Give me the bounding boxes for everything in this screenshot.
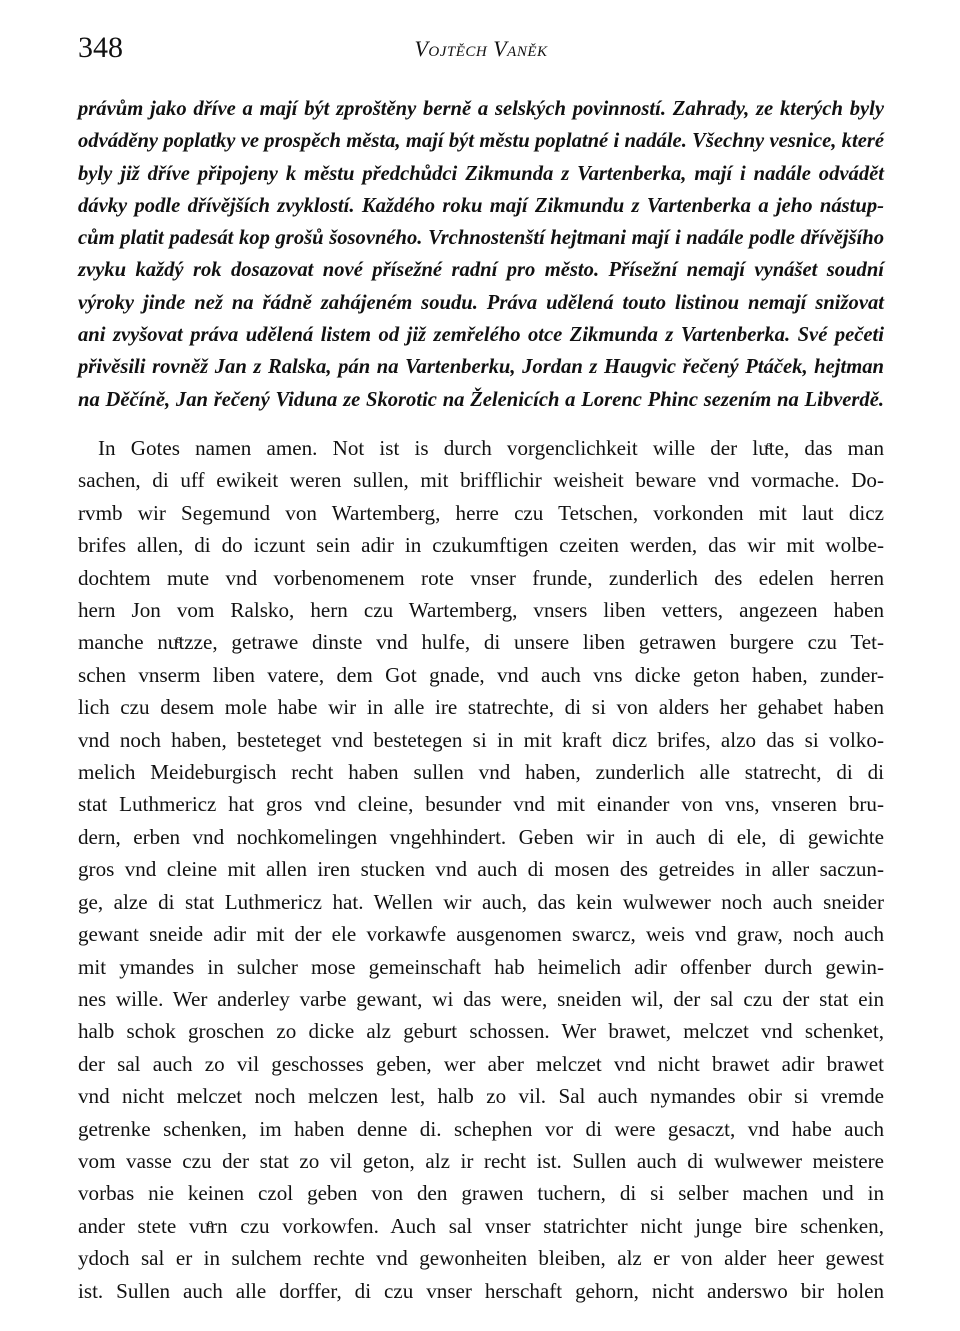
running-title: Vojtěch Vaněk (414, 36, 548, 61)
summary-line: na Děčíně, Jan řečený Viduna ze Skorotic na Želenicích a Lorenc Phinc sezením na Libverdě. (78, 388, 884, 411)
charter-line: gewant sneide adir mit der ele vorkawfe ausgenomen swarcz, weis vnd graw, noch auch (78, 922, 884, 947)
charter-line: schen vnserm liben vatere, dem Got gnade, vnd auch vns dicke geton haben, zunder- (78, 662, 884, 687)
charter-line: ander stete vuͤrn czu vorkowfen. Auch sal vnser statrichter nicht junge bire schenken, (78, 1213, 884, 1238)
charter-line: gros vnd cleine mit allen iren stucken vnd auch di mosen des getreides in aller saczun- (78, 857, 884, 882)
charter-line: nes wille. Wer anderley varbe gewant, wi das were, sneiden wil, der sal czu der stat ein (78, 986, 884, 1011)
charter-line: vorbas nie keinen czol geben von den grawen tuchern, di si selber machen und in (78, 1181, 884, 1206)
charter-line: der sal auch zo vil geschosses geben, wer aber melczet vnd nicht brawet adir brawet (78, 1051, 884, 1076)
charter-line: sachen, di uff ewikeit weren sullen, mit brifflichir weisheit beware vnd vormache. Do- (78, 468, 884, 493)
summary-line: dávky podle dřívějších zvyklostí. Každého roku mají Zikmundu z Vartenberka a jeho nástup- (78, 194, 884, 217)
charter-line: dern, erben vnd nochkomelingen vngehhindert. Geben wir in auch di ele, di gewichte (78, 824, 884, 849)
charter-line: stat Luthmericz hat gros vnd cleine, besunder vnd mit einander von vns, vnseren bru- (78, 792, 884, 817)
charter-line: ist. Sullen auch alle dorffer, di czu vnser herschaft gehorn, nicht anderswo bir holen (78, 1278, 884, 1303)
charter-line: In Gotes namen amen. Not ist is durch vorgenclichkeit wille der luͤte, das man (98, 436, 884, 460)
charter-line: mit ymandes in sulcher mose gemeinschaft hab heimelich adir offenber durch gewin- (78, 954, 884, 979)
page-number: 348 (78, 31, 123, 64)
charter-line: vnd noch haben, besteteget vnd bestetegen si in mit kraft dicz brifes, alzo das si volko- (78, 727, 884, 752)
summary-line: zvyku každý rok dosazovat nové přísežné radní pro město. Přísežní nemají vynášet soudní (78, 259, 884, 282)
charter-line: halb schok groschen zo dicke alz geburt schossen. Wer brawet, melczet vnd schenket, (78, 1019, 884, 1044)
summary-line: právům jako dříve a mají být zproštěny berně a selských povinností. Zahrady, ze kterých byly (78, 98, 884, 120)
charter-line: dochtem mute vnd vorbenomenem rote vnser frunde, zunderlich des edelen herren (78, 565, 884, 590)
charter-line: ydoch sal er in sulchem rechte vnd gewonheiten bleiben, alz er von alder heer gewest (78, 1246, 884, 1271)
charter-line: hern Jon vom Ralsko, hern czu Wartemberg, vnsers liben vetters, angezeen haben (78, 598, 884, 623)
charter-line: lich czu desem mole habe wir in alle ire statrechte, di si von alders her gehabet haben (78, 695, 884, 720)
summary-line: odváděny poplatky ve prospěch města, mají být městu poplatné i nadále. Všechny vesnice, které (78, 130, 884, 153)
summary-line: přivěsili rovněž Jan z Ralska, pán na Vartenberku, Jordan z Haugvic řečený Ptáček, hejtman (78, 356, 884, 379)
charter-text (78, 432, 884, 1307)
czech-summary (78, 93, 884, 416)
summary-line: výroky jinde než na řádně zahájeném soudu. Práva udělená touto listinou nemají snižovat (78, 291, 884, 314)
charter-line: ge, alze di stat Luthmericz hat. Wellen wir auch, das kein wulwewer noch auch sneider (78, 889, 884, 914)
charter-line: brifes allen, di do iczunt sein adir in czukumftigen czeiten werden, das wir mit wolbe- (78, 533, 884, 558)
charter-line: manche nuͤtzze, getrawe dinste vnd hulfe, di unsere liben getrawen burgere czu Tet- (78, 630, 884, 655)
summary-line: byly již dříve připojeny k městu předchůdci Zikmunda z Vartenberka, mají i nadále odvádět (78, 162, 884, 185)
charter-line: vnd nicht melczet noch melczen lest, halb zo vil. Sal auch nymandes obir si vremde (78, 1084, 884, 1109)
charter-line: getrenke schenken, im haben denne di. schephen vor di were gesaczt, vnd habe auch (78, 1116, 884, 1141)
charter-line: melich Meideburgisch recht haben sullen vnd haben, zunderlich alle statrecht, di di (78, 760, 884, 785)
summary-line: ani zvyšovat práva udělená listem od již zemřelého otce Zikmunda z Vartenberka. Své pečeti (78, 324, 884, 347)
summary-line: cům platit padesát kop grošů šosovného. Vrchnostenští hejtmani mají i nadále podle dřívějšího (78, 227, 884, 250)
running-head (78, 30, 884, 70)
charter-line: rvmb wir Segemund von Wartemberg, herre czu Tetschen, vorkonden mit laut dicz (78, 500, 884, 525)
charter-line: vom vasse czu der stat zo vil geton, alz ir recht ist. Sullen auch di wulwewer meistere (78, 1148, 884, 1173)
